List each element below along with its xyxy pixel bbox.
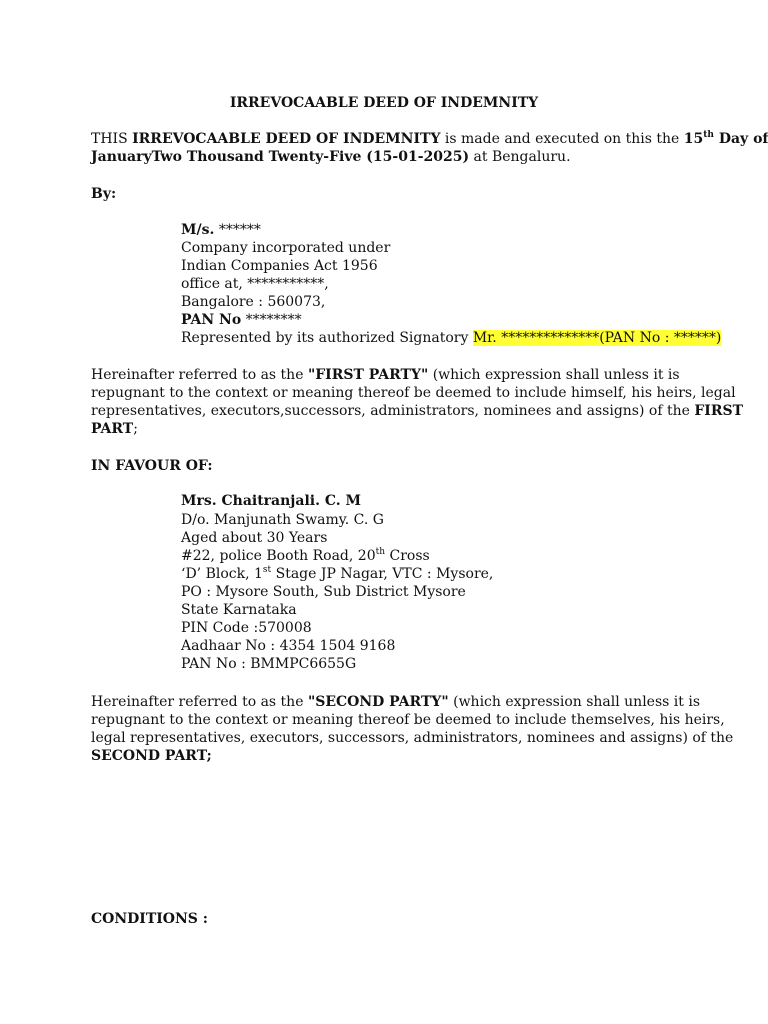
- intro-prefix: THIS: [91, 131, 133, 147]
- first-party-representative: [181, 329, 721, 347]
- intro-deed-name: IRREVOCAABLE DEED OF INDEMNITY: [132, 131, 441, 147]
- first-para-l1c: (which expression shall unless it is: [428, 367, 680, 383]
- first-part-term: PART: [91, 421, 134, 437]
- address-cross: Cross: [385, 548, 430, 564]
- first-para-l4b: ;: [133, 421, 138, 437]
- intro-day-suffix: th: [703, 130, 714, 140]
- first-party-pan: [181, 311, 302, 329]
- intro-day-word: Day of: [713, 131, 768, 147]
- second-para-l1a: Hereinafter referred to as the: [91, 694, 308, 710]
- second-party-line-9: PAN No : BMMPC6655G: [181, 656, 357, 672]
- second-para-line-1: [91, 693, 700, 711]
- first-party-line-1: Company incorporated under: [181, 240, 391, 256]
- intro-date: JanuaryTwo Thousand Twenty-Five (15-01-2025): [91, 149, 470, 165]
- rep-highlight: Mr. **************(PAN No : ******): [472, 330, 722, 346]
- first-party-term: "FIRST PARTY": [307, 367, 429, 383]
- second-para-line-4: [91, 747, 212, 765]
- second-para-l1c: (which expression shall unless it is: [448, 694, 700, 710]
- pan-label: PAN No: [181, 312, 242, 328]
- intro-middle: is made and executed on this the: [440, 131, 684, 147]
- first-para-line-1: [91, 366, 678, 384]
- conditions-label-text: CONDITIONS :: [91, 911, 208, 927]
- first-para-line-2: repugnant to the context or meaning thereof be deemed to include himself, his heirs, legal: [91, 385, 736, 401]
- second-party-line-7: PIN Code :570008: [181, 620, 312, 636]
- first-party-line-2: Indian Companies Act 1956: [181, 258, 378, 274]
- first-para-l1a: Hereinafter referred to as the: [91, 367, 308, 383]
- first-party-line-3: office at, ***********,: [181, 276, 329, 292]
- first-party-ms: [181, 221, 261, 239]
- second-party-line-5: PO : Mysore South, Sub District Mysore: [181, 584, 466, 600]
- first-para-line-4: [91, 420, 138, 438]
- intro-day-num: 15: [683, 131, 704, 147]
- second-party-term: "SECOND PARTY": [307, 694, 449, 710]
- address-street: #22, police Booth Road, 20: [181, 548, 376, 564]
- ms-label: M/s.: [181, 222, 215, 238]
- address-block-sup: st: [262, 565, 272, 575]
- first-para-l3b: FIRST: [694, 403, 744, 419]
- second-party-line-6: State Karnataka: [181, 602, 297, 618]
- by-label-text: By:: [91, 186, 117, 202]
- document-title: IRREVOCAABLE DEED OF INDEMNITY: [229, 95, 539, 111]
- second-part-term: SECOND PART;: [91, 748, 212, 764]
- second-party-name: [181, 492, 361, 510]
- rep-text: Represented by its authorized Signatory: [181, 330, 473, 346]
- first-para-l3a: representatives, executors,successors, administrators, nominees and assigns) of the: [91, 403, 695, 419]
- second-party-line-8: Aadhaar No : 4354 1504 9168: [181, 638, 396, 654]
- pan-value: ********: [241, 312, 302, 328]
- address-block: ‘D’ Block, 1: [181, 566, 263, 582]
- second-para-line-3: legal representatives, executors, successors, administrators, nominees and assigns) of the: [91, 730, 734, 746]
- first-party-line-4: Bangalore : 560073,: [181, 294, 326, 310]
- address-street-sup: th: [375, 547, 386, 557]
- first-para-line-3: [91, 402, 744, 420]
- conditions-label: [91, 910, 208, 928]
- second-para-line-2: repugnant to the context or meaning thereof be deemed to include themselves, his heirs,: [91, 712, 725, 728]
- by-label: [91, 185, 116, 203]
- favour-label-text: IN FAVOUR OF:: [91, 458, 213, 474]
- second-party-line-1: D/o. Manjunath Swamy. C. G: [181, 512, 384, 528]
- favour-label: [91, 457, 213, 475]
- second-party-line-3: [181, 547, 430, 565]
- intro-line-2: [91, 148, 571, 166]
- address-stage: Stage JP Nagar, VTC : Mysore,: [271, 566, 494, 582]
- second-party-name-text: Mrs. Chaitranjali. C. M: [181, 493, 361, 509]
- second-party-line-2: Aged about 30 Years: [181, 530, 328, 546]
- intro-place: at Bengaluru.: [469, 149, 571, 165]
- ms-value: ******: [214, 222, 261, 238]
- intro-line-1: [91, 130, 768, 148]
- second-party-line-4: [181, 565, 493, 583]
